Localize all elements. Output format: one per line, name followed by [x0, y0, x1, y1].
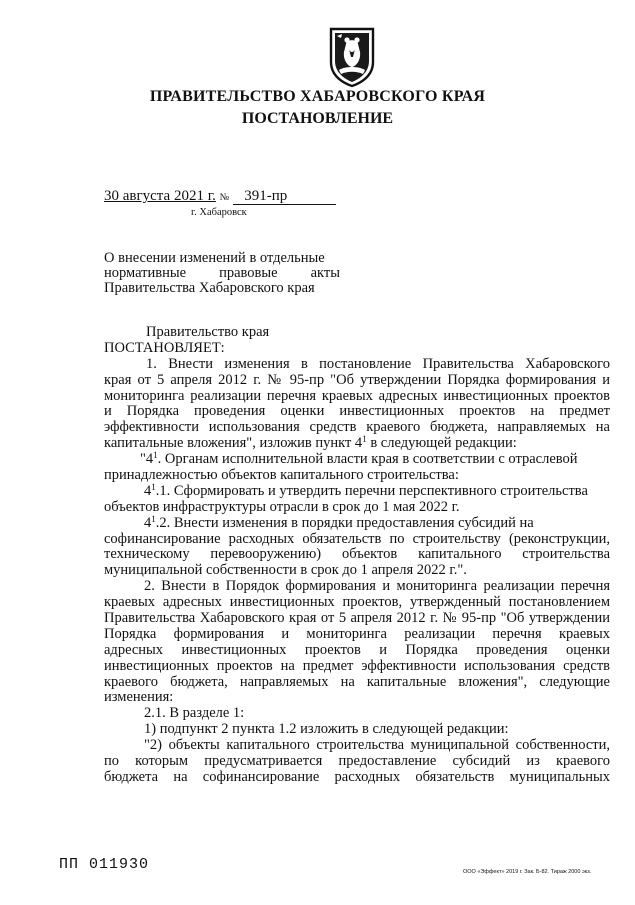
document-type-title: ПОСТАНОВЛЕНИЕ [241, 110, 394, 127]
body-text-run: в следующей редакции: [366, 435, 517, 452]
decree-date: 30 августа 2021 г. [104, 188, 216, 204]
subject-line: Правительства Хабаровского края [104, 280, 315, 296]
body-text-run: .2. Внести изменения в порядки предоставления субсидий на [155, 514, 534, 531]
body-line: краевых адресных инвестиционных проектов, утвержденный постановлением [104, 594, 610, 611]
body-line: техническому перевооружению) объектов капитального строительства [104, 546, 610, 563]
body-line: софинансирование расходных обязательств по строительству (реконструкции, [104, 530, 610, 547]
body-line [104, 513, 610, 532]
subject-line: О внесении изменений в отдельные [104, 250, 325, 266]
body-line: муниципальной собственности в срок до 1 апреля 2022 г.". [104, 562, 467, 579]
body-line: Порядка формирования и мониторинга реализации перечня краевых [104, 625, 610, 642]
body-text-run: 4 [144, 514, 152, 531]
body-line: краевого бюджета, направляемых на капитальные вложения", следующие [104, 673, 610, 690]
body-text-run: капитальные вложения", изложив пункт 4 [104, 435, 363, 452]
body-line: принадлежностью объектов капитального строительства: [104, 467, 459, 484]
body-line: объектов инфраструктуры отрасли в срок до 1 мая 2022 г. [104, 498, 460, 515]
body-text-run: .1. Сформировать и утвердить перечни перспективного строительства [155, 482, 588, 499]
superscript: 1 [153, 450, 158, 461]
superscript: 1 [362, 434, 367, 445]
body-line: 1. Внести изменения в постановление Правительства Хабаровского [146, 355, 610, 372]
superscript: 1 [151, 513, 156, 524]
body-line: 1) подпункт 2 пункта 1.2 изложить в следующей редакции: [144, 721, 509, 738]
body-line: края от 5 апреля 2012 г. № 95-пр "Об утверждении Порядка формирования и [104, 371, 610, 388]
city-label: г. Хабаровск [191, 207, 247, 218]
body-line: изменения: [104, 689, 174, 706]
preamble-resolves: ПОСТАНОВЛЯЕТ: [104, 339, 225, 356]
body-line [104, 452, 610, 468]
number-sign: № [219, 192, 230, 203]
document-body [104, 325, 610, 786]
coat-of-arms-emblem [327, 26, 377, 88]
government-title: ПРАВИТЕЛЬСТВО ХАБАРОВСКОГО КРАЯ [149, 88, 486, 105]
body-line: бюджета на софинансирование расходных обязательств муниципальных [104, 768, 610, 785]
number-underline [233, 188, 336, 205]
body-line: и Порядка проведения оценки инвестиционных проектов на предмет [104, 403, 610, 420]
serial-number: ПП 011930 [59, 856, 150, 873]
body-line: 2.1. В разделе 1: [144, 705, 245, 722]
date-number-line [104, 188, 336, 205]
body-line: по которым предусматривается предоставление субсидий из краевого [104, 753, 610, 770]
superscript: 1 [151, 481, 156, 492]
decree-number: 391-пр [244, 188, 288, 204]
subject-block [104, 251, 340, 296]
body-line: 2. Внести в Порядок формирования и мониторинга реализации перечня [144, 578, 610, 595]
body-line: мониторинга реализации перечня краевых адресных инвестиционных проектов [104, 387, 610, 404]
printer-imprint: ООО «Эффект» 2019 г. Зак. Б-82. Тираж 2000 экз. [463, 869, 592, 875]
subject-line: нормативные правовые акты [104, 265, 340, 281]
body-line [104, 436, 610, 452]
preamble-issuer: Правительство края [146, 324, 270, 340]
body-line: эффективности использования средств краевого бюджета, направляемых на [104, 419, 610, 436]
body-text-run: "4 [140, 451, 154, 468]
body-line: Правительства Хабаровского края от 5 апреля 2012 г. № 95-пр "Об утверждении [104, 610, 610, 627]
body-line: "2) объекты капитального строительства муниципальной собственности, [144, 737, 610, 754]
body-line: адресных инвестиционных проектов и Порядка проведения оценки [104, 641, 610, 658]
body-line [104, 481, 610, 500]
body-text-run: 4 [144, 482, 152, 499]
body-text-run: . Органам исполнительной власти края в соответствии с отраслевой [157, 451, 578, 468]
body-line: инвестиционных проектов на предмет эффективности использования средств [104, 657, 610, 674]
